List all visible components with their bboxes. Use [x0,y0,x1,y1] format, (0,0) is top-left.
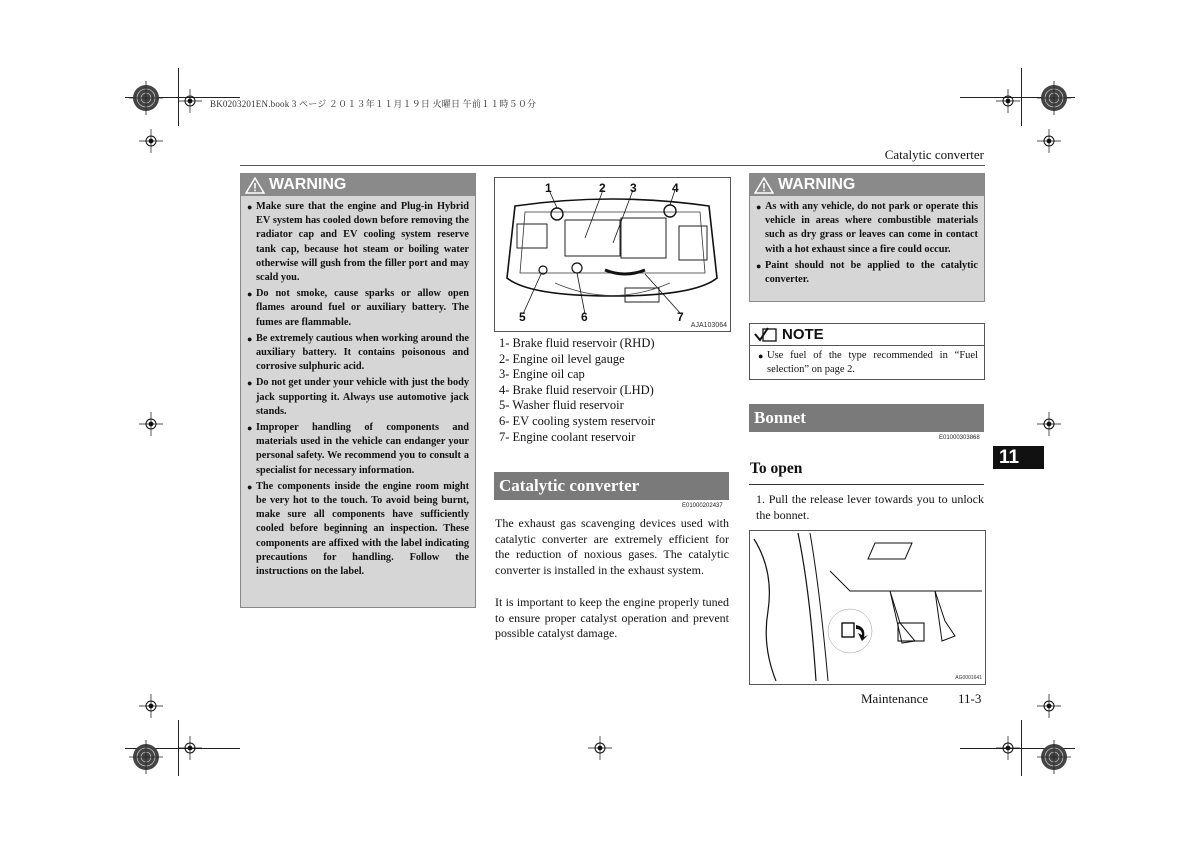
catalytic-paragraph-1: The exhaust gas scavenging devices used with catalytic converter are extremely efficient for the reduction of noxious gases. The catalytic converter is installed in the exhaust system. [495,516,729,578]
crosshair-icon [139,129,163,153]
catalytic-paragraph-2: It is important to keep the engine properly tuned to ensure proper catalyst operation and prevent possible catalyst damage. [495,595,729,641]
figure-code: AJA103064 [690,322,727,329]
bullet-icon: ● [247,378,253,389]
bullet-icon: ● [247,333,253,344]
warning-item: ● As with any vehicle, do not park or operate this vehicle in areas where combustible materials such as dry grass or leaves can come in contact with a hot exhaust since a fire could occur. [756,200,978,257]
crosshair-icon [139,412,163,436]
crosshair-icon [1037,412,1061,436]
note-box [749,323,985,380]
list-item: 4- Brake fluid reservoir (LHD) [499,382,654,397]
list-item: 1- Brake fluid reservoir (RHD) [499,336,655,350]
section-title: Bonnet [754,408,806,427]
print-header: BK0203201EN.book 3 ページ ２０１３年１１月１９日 火曜日 午前１１時５０分 [210,99,537,109]
list-item: 6- EV cooling system reservoir [499,413,655,428]
warning-title: WARNING [269,176,347,193]
bonnet-release-figure [749,530,986,685]
callout-3: 3 [630,181,637,195]
registration-target-icon [1034,737,1074,777]
engine-bay-figure [494,177,731,332]
bonnet-release-illustration [750,531,985,684]
note-list [750,346,984,377]
warning-header [750,174,984,196]
warning-item: ● The components inside the engine room might be very hot to the touch. To avoid being burnt, make sure all components have sufficiently cooled before beginning an inspection. These components are affixed with the label indicating precautions for handling. Follow the instructions on the label. [247,480,469,579]
callout-2: 2 [599,181,606,195]
page-number: 11-3 [958,691,982,706]
list-item: 2- Engine oil level gauge [499,351,625,366]
bullet-icon: ● [758,351,764,361]
crosshair-icon [1037,694,1061,718]
section-code: E01000202437 [682,503,723,509]
list-item: 5- Washer fluid reservoir [499,398,624,413]
warning-list [750,196,984,287]
crosshair-icon [139,694,163,718]
registration-target-icon [1034,78,1074,118]
callout-7: 7 [677,310,684,324]
list-item: 7- Engine coolant reservoir [499,429,636,444]
warning-title: WARNING [778,176,856,193]
callout-6: 6 [581,310,588,324]
callout-1: 1 [545,181,552,195]
bullet-icon: ● [247,289,253,300]
bullet-icon: ● [247,423,253,434]
parts-list [499,336,727,445]
bonnet-step-1: 1. Pull the release lever towards you to unlock the bonnet. [756,492,984,522]
warning-item: ● Paint should not be applied to the catalytic converter. [756,259,978,287]
crosshair-icon [178,89,202,113]
list-item: 3- Engine oil cap [499,367,585,382]
note-check-icon [754,327,778,343]
warning-box-left [240,173,476,608]
registration-target-icon [126,737,166,777]
bullet-icon: ● [247,202,253,212]
crosshair-icon [1037,129,1061,153]
section-code: E01000303868 [939,435,980,441]
section-title: Catalytic converter [499,476,640,495]
bullet-icon: ● [756,202,762,212]
warning-list [241,196,475,579]
warning-header [241,174,475,196]
warning-item: ● Do not smoke, cause sparks or allow open flames around fuel or auxiliary battery. The fumes are flammable. [247,287,469,330]
warning-item: ● Improper handling of components and materials used in the vehicle can endanger your personal safety. We recommend you to consult a specialist for necessary information. [247,421,469,478]
running-head: Catalytic converter [884,147,984,162]
footer-section-name: Maintenance [861,691,929,706]
warning-triangle-icon [245,177,265,194]
bonnet-section-heading [749,404,984,432]
figure-code: AG0001641 [955,675,982,681]
subheading-rule [749,484,984,485]
catalytic-section-heading [494,472,729,500]
warning-item: ● Do not get under your vehicle with just the body jack supporting it. Always use automotive jack stands. [247,376,469,419]
warning-item: ● Make sure that the engine and Plug-in Hybrid EV system has cooled down before removing the radiator cap and EV cooling system reserve tank cap, because hot steam or boiling water otherwise will gush from the filler port and may scald you. [247,200,469,285]
crosshair-icon [996,736,1020,760]
registration-target-icon [126,78,166,118]
warning-item: ● Be extremely cautious when working around the auxiliary battery. It contains poisonous and corrosive sulphuric acid. [247,332,469,375]
header-rule [240,165,985,166]
callout-5: 5 [519,310,526,324]
chapter-tab: 11 [993,446,1044,469]
subheading-to-open: To open [750,460,803,477]
warning-box-right [749,173,985,302]
note-header [750,324,984,346]
bullet-icon: ● [247,481,253,492]
callout-4: 4 [672,181,679,195]
warning-triangle-icon [754,177,774,194]
bullet-icon: ● [756,260,762,271]
crosshair-icon [588,736,612,760]
note-item: ● Use fuel of the type recommended in “Fuel selection” on page 2. [758,349,978,377]
note-title: NOTE [782,326,824,343]
crosshair-icon [178,736,202,760]
crosshair-icon [996,89,1020,113]
engine-bay-illustration [495,178,730,331]
